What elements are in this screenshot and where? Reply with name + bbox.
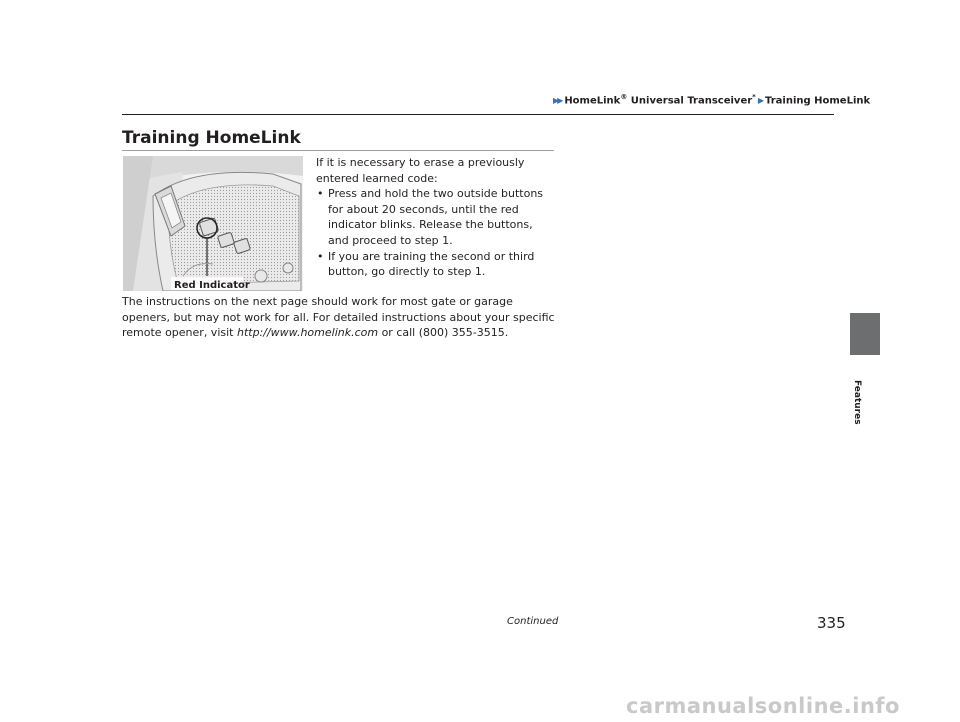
breadcrumb-asterisk: * — [752, 93, 756, 101]
title-divider — [122, 150, 554, 151]
erase-steps-list — [316, 186, 556, 280]
homelink-overhead-console-illustration — [123, 156, 303, 291]
breadcrumb-arrow-icon: ▶ — [757, 96, 762, 106]
breadcrumb-section: HomeLink — [564, 95, 621, 107]
section-tab[interactable] — [850, 313, 880, 355]
watermark: carmanualsonline.info — [626, 694, 900, 718]
homelink-url-link[interactable]: http://www.homelink.com — [236, 326, 379, 340]
header-divider — [122, 114, 834, 115]
section-tab-label: Features — [852, 380, 862, 425]
intro-lead: If it is necessary to erase a previously entered learned code: — [316, 156, 525, 185]
breadcrumb-section-rest: Universal Transceiver — [627, 95, 753, 107]
breadcrumb — [553, 93, 870, 106]
continued-note: Continued — [507, 616, 559, 627]
page-number: 335 — [817, 614, 846, 632]
breadcrumb-arrow-icon: ▶▶ — [553, 96, 562, 106]
list-item: • Press and hold the two outside buttons for about 20 seconds, until the red indicator blinks. Release the buttons, and proceed to step 1. — [317, 187, 544, 247]
list-item: • If you are training the second or third button, go directly to step 1. — [317, 249, 535, 279]
red-indicator-label: Red Indicator — [174, 280, 250, 291]
registered-mark: ® — [620, 93, 628, 101]
erase-code-instructions — [316, 155, 556, 280]
breadcrumb-current: Training HomeLink — [765, 95, 871, 107]
page-title: Training HomeLink — [122, 128, 301, 148]
body-paragraph: The instructions on the next page should work for most gate or garage openers, but may not work for all. For detailed instructions about your specific remote opener, visit http://www.homelink.com or call (800) 355-3515. — [122, 295, 555, 340]
